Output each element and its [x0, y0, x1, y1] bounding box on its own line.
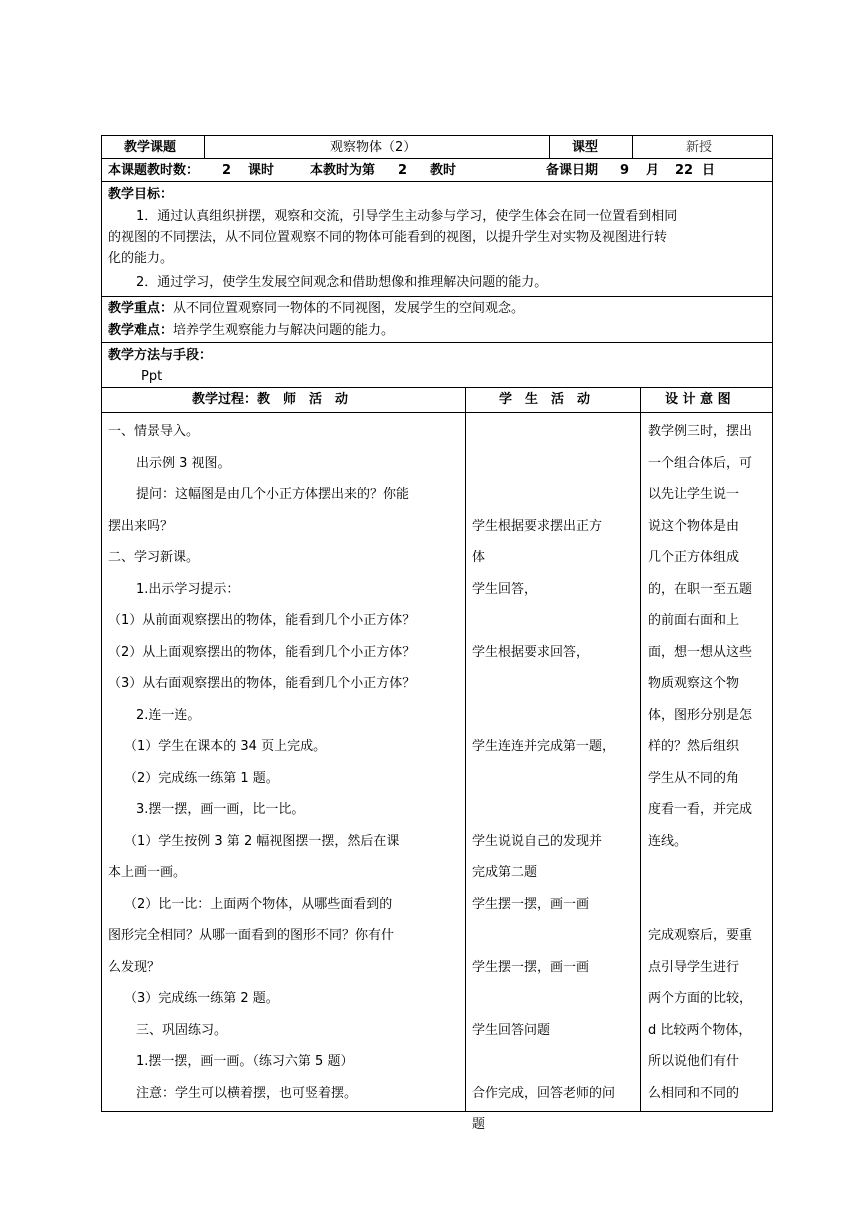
student-line: [472, 416, 638, 448]
design-line: 么相同和不同的: [648, 1085, 740, 1101]
prep-month-unit: 月: [646, 163, 660, 178]
teacher-line: 出示例 3 视图。: [136, 455, 231, 471]
teacher-activity-header: 教学过程：教 师 活 动: [192, 392, 349, 407]
design-line: 以先让学生说一: [648, 487, 740, 502]
topic-value: 观察物体（2）: [330, 140, 417, 155]
row-divider: [101, 342, 773, 343]
methods-value: Ppt: [141, 369, 163, 384]
student-line: [472, 983, 638, 1015]
design-line: 样的？然后组织: [648, 739, 740, 754]
design-line: 体，图形分别是怎: [648, 707, 753, 723]
hours-label: 本课题教时数：: [108, 163, 200, 178]
design-line: 学生从不同的角: [648, 770, 740, 786]
teacher-line: 1.摆一摆，画一画。（练习六第 5 题）: [136, 1054, 354, 1069]
design-line: 的前面右面和上: [648, 613, 740, 628]
student-line: 合作完成，回答老师的问: [472, 1085, 616, 1101]
current-hour-unit: 教时: [430, 163, 457, 178]
teacher-line: 3.摆一摆，画一画，比一比。: [136, 802, 305, 817]
design-line: 几个正方体组成: [648, 550, 740, 565]
teacher-line: 注意：学生可以横着摆，也可竖着摆。: [136, 1085, 358, 1101]
teacher-line: 摆出来吗？: [108, 518, 174, 534]
student-line: [472, 479, 638, 511]
student-line: [472, 1046, 638, 1078]
design-line: 一个组合体后，可: [648, 455, 753, 471]
design-intent-header: 设 计 意 图: [665, 392, 731, 407]
teacher-line: 图形完全相同？从哪一面看到的图形不同？你有什: [108, 928, 395, 943]
prep-date-label: 备课日期: [546, 163, 599, 178]
student-activity-header: 学 生 活 动: [499, 392, 591, 407]
student-line: [472, 700, 638, 732]
design-line: 面，想一想从这些: [648, 644, 753, 660]
teacher-activity-column: [108, 416, 462, 1109]
prep-day-unit: 日: [702, 163, 716, 178]
hours-unit: 课时: [248, 163, 275, 178]
difficulty-label: 教学难点：: [108, 323, 174, 338]
teacher-line: （2）比一比：上面两个物体，从哪些面看到的: [124, 896, 393, 912]
student-line: [472, 763, 638, 795]
difficulty-text: 培养学生观察能力与解决问题的能力。: [173, 323, 395, 338]
design-line: [648, 889, 770, 921]
current-hour-value: 2: [398, 163, 408, 178]
row-divider: [101, 412, 773, 413]
design-line: 连线。: [648, 833, 688, 849]
teacher-line: 二、学习新课。: [108, 550, 200, 565]
col-divider: [465, 387, 466, 1112]
teacher-line: （3）从右面观察摆出的物体，能看到几个小正方体？: [108, 676, 416, 691]
col-divider: [204, 135, 205, 158]
teacher-line: （3）完成练一练第 2 题。: [124, 991, 279, 1006]
objectives-title: 教学目标：: [108, 187, 174, 202]
teacher-line: 一、情景导入。: [108, 424, 200, 439]
design-line: 两个方面的比较，: [648, 991, 753, 1006]
student-line: 体: [472, 550, 486, 565]
teacher-line: 三、巩固练习。: [136, 1022, 228, 1038]
design-line: d 比较两个物体，: [648, 1022, 752, 1038]
student-line: 完成第二题: [472, 865, 538, 880]
design-line: 所以说他们有什: [648, 1054, 740, 1069]
teacher-line: 本上画一画。: [108, 865, 187, 880]
col-divider: [632, 135, 633, 158]
design-line: 完成观察后，要重: [648, 928, 753, 943]
student-line: 学生根据要求摆出正方: [472, 518, 603, 534]
topic-label: 教学课题: [124, 140, 177, 155]
lesson-type-label: 课型: [572, 140, 599, 155]
student-line: [472, 605, 638, 637]
objective-line: 化的能力。: [108, 251, 174, 266]
teacher-line: （1）从前面观察摆出的物体，能看到几个小正方体？: [108, 613, 416, 628]
teacher-line: 2.连一连。: [136, 707, 201, 723]
design-line: 说这个物体是由: [648, 518, 740, 534]
objectives-text: [108, 206, 770, 293]
key-point-row: [108, 301, 524, 317]
student-line: 学生摆一摆，画一画: [472, 896, 590, 912]
prep-day: 22: [675, 163, 694, 178]
row-divider: [101, 387, 773, 388]
prep-month: 9: [620, 163, 630, 178]
student-activity-column: [472, 416, 638, 1141]
key-point-label: 教学重点：: [108, 301, 174, 316]
hours-value: 2: [222, 163, 232, 178]
student-line: 学生说说自己的发现并: [472, 833, 603, 849]
design-line: 的，在职一至五题: [648, 581, 753, 597]
col-divider: [640, 387, 641, 1112]
design-line: [648, 857, 770, 889]
teacher-line: 么发现？: [108, 959, 161, 975]
student-line: [472, 448, 638, 480]
difficulty-row: [108, 323, 394, 339]
teacher-line: 1.出示学习提示：: [136, 581, 240, 597]
teacher-line: （2）完成练一练第 1 题。: [124, 770, 279, 786]
student-line: [472, 920, 638, 952]
student-line: [472, 794, 638, 826]
col-divider: [549, 135, 550, 158]
objective-line: 1．通过认真组织拼摆，观察和交流，引导学生主动参与学习，使学生体会在同一位置看到相同: [136, 209, 678, 224]
methods-label: 教学方法与手段：: [108, 348, 213, 363]
row-divider: [101, 181, 773, 182]
student-line: 学生摆一摆，画一画: [472, 959, 590, 975]
lesson-type-value: 新授: [686, 140, 713, 155]
teacher-line: 提问：这幅图是由几个小正方体摆出来的？你能: [136, 487, 410, 502]
teacher-line: （1）学生按例 3 第 2 幅视图摆一摆，然后在课: [124, 833, 400, 849]
student-line: 学生回答，: [472, 581, 538, 597]
student-line: 学生根据要求回答，: [472, 644, 590, 660]
design-line: 点引导学生进行: [648, 959, 740, 975]
student-line: 题: [472, 1117, 486, 1132]
objective-line: 2．通过学习，使学生发展空间观念和借助想像和推理解决问题的能力。: [136, 275, 548, 290]
teacher-line: （2）从上面观察摆出的物体，能看到几个小正方体？: [108, 644, 416, 660]
design-line: 物质观察这个物: [648, 676, 740, 691]
design-line: 教学例三时，摆出: [648, 424, 753, 439]
row-divider: [101, 296, 773, 297]
design-intent-column: [648, 416, 770, 1109]
teacher-line: （1）学生在课本的 34 页上完成。: [124, 739, 327, 754]
student-line: 学生连连并完成第一题，: [472, 739, 616, 754]
student-line: [472, 668, 638, 700]
student-line: 学生回答问题: [472, 1022, 551, 1038]
key-point-text: 从不同位置观察同一物体的不同视图，发展学生的空间观念。: [173, 301, 525, 316]
row-divider: [101, 158, 773, 159]
objective-line: 的视图的不同摆法，从不同位置观察不同的物体可能看到的视图，以提升学生对实物及视图进行转: [108, 230, 668, 245]
current-hour-label: 本教时为第: [310, 163, 376, 178]
design-line: 度看一看，并完成: [648, 802, 753, 817]
